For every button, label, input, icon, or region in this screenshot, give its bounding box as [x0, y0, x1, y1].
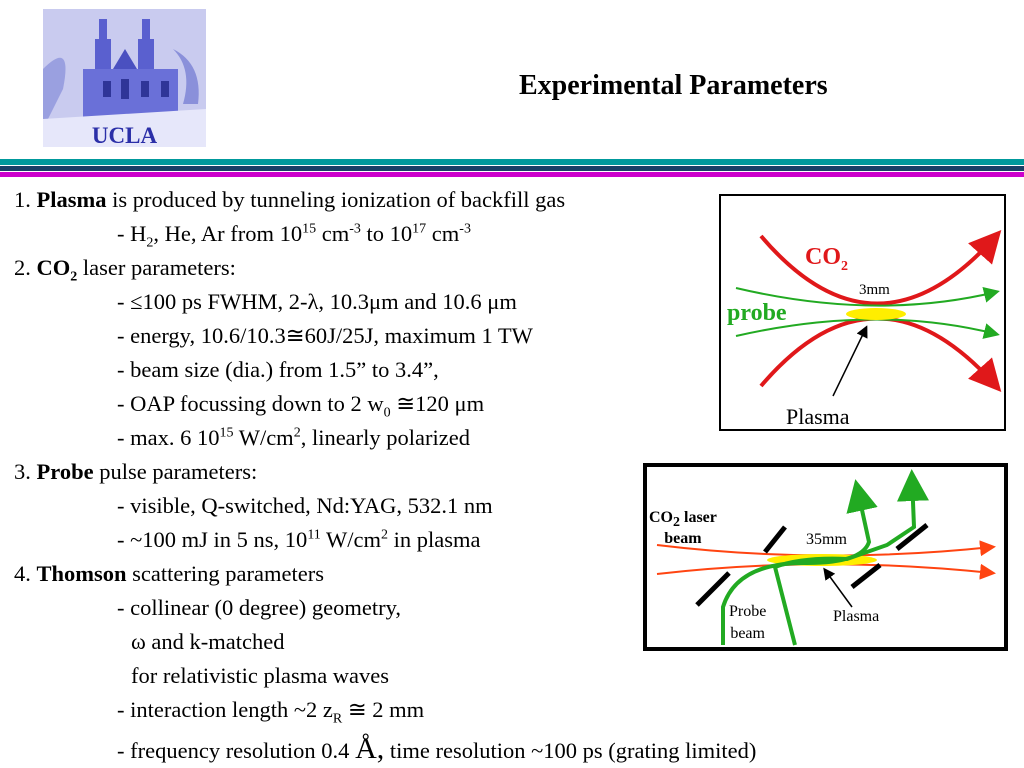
plasma-label: Plasma [833, 608, 880, 625]
item-matched: ω and k-matched [131, 629, 285, 654]
probe-label: probe [727, 300, 787, 326]
item-text: laser parameters: [77, 255, 236, 280]
item-oap [14, 387, 565, 421]
text-part: - max. 6 10 [117, 425, 220, 450]
spot-size-label: 3mm [859, 282, 890, 298]
text-part: time resolution ~100 ps (grating limited) [384, 738, 757, 763]
subscript: 2 [70, 269, 78, 285]
plasma-spot [846, 308, 906, 320]
ucla-wordmark: UCLA [91, 123, 158, 147]
text-part: , He, Ar from 10 [153, 221, 303, 246]
item-keyword [36, 255, 78, 285]
text-part: ≅ 2 mm [342, 697, 425, 722]
text-part: cm [426, 221, 460, 246]
item-thomson [14, 557, 565, 591]
item-beam-size: - beam size (dia.) from 1.5” to 3.4”, [117, 357, 439, 382]
item-plasma-waves: for relativistic plasma waves [131, 663, 390, 688]
plasma-label: Plasma [786, 404, 850, 429]
text-part: laser [680, 509, 717, 526]
item-text: is produced by tunneling ionization of backfill gas [106, 187, 566, 212]
superscript: -3 [349, 221, 361, 237]
plasma-pointer [825, 570, 852, 607]
item-intensity [14, 421, 565, 455]
rule-navy [0, 166, 1024, 171]
item-probe-energy [14, 523, 565, 557]
thomson-geometry-diagram [643, 463, 1008, 651]
superscript: 2 [293, 425, 301, 441]
item-nd-yag: - visible, Q-switched, Nd:YAG, 532.1 nm [117, 493, 493, 518]
slide-title: Experimental Parameters [519, 70, 828, 101]
item-interaction-length [14, 693, 565, 727]
item-keyword: Plasma [36, 187, 107, 212]
co2-label [805, 244, 848, 274]
parameter-list [14, 183, 565, 727]
superscript: 2 [381, 527, 388, 543]
text-part: - frequency resolution 0.4 [117, 738, 356, 763]
rule-magenta [0, 172, 1024, 177]
item-number: 1. [14, 187, 31, 212]
label-line: beam [730, 625, 765, 642]
label-line: beam [664, 530, 702, 547]
thomson-diagram-drawing [647, 467, 1012, 655]
item-keyword: Probe [36, 459, 94, 484]
text-part: , linearly polarized [300, 425, 470, 450]
mirror-3 [852, 565, 880, 587]
label-line: Probe [729, 603, 767, 620]
length-label: 35mm [806, 531, 847, 548]
label-line [649, 507, 717, 531]
text-part: W/cm [233, 425, 294, 450]
item-number: 2. [14, 255, 31, 280]
item-gases [14, 217, 565, 251]
text-part: cm [316, 221, 350, 246]
plasma-pointer [833, 328, 866, 396]
subscript: 2 [146, 235, 154, 251]
subscript: 2 [673, 515, 680, 531]
probe-beam-label [729, 601, 766, 645]
item-plasma [14, 183, 565, 217]
angstrom-symbol: Å, [355, 732, 385, 765]
text-part: ≅120 μm [390, 391, 485, 416]
subscript: R [332, 711, 343, 727]
item-probe [14, 455, 565, 489]
item-co2 [14, 251, 565, 285]
item-keyword: Thomson [36, 561, 127, 586]
superscript: 11 [307, 527, 321, 543]
subscript: 2 [841, 258, 848, 274]
text-part: - H [117, 221, 147, 246]
text-part: CO [649, 509, 673, 526]
co2-beam-lower [761, 319, 996, 387]
superscript: 15 [302, 221, 317, 237]
item-fwhm: - ≤100 ps FWHM, 2-λ, 10.3μm and 10.6 μm [117, 289, 517, 314]
co2-laser-beam-label [649, 507, 717, 549]
item-number: 4. [14, 561, 31, 586]
superscript: 15 [219, 425, 234, 441]
text-part: W/cm [320, 527, 381, 552]
mirror-2 [765, 527, 785, 552]
text-part: in plasma [388, 527, 481, 552]
rule-teal [0, 159, 1024, 165]
item-energy: - energy, 10.6/10.3≅60J/25J, maximum 1 TW [117, 323, 533, 348]
item-geometry: - collinear (0 degree) geometry, [117, 595, 402, 620]
superscript: -3 [459, 221, 471, 237]
item-number: 3. [14, 459, 31, 484]
text-part: CO [36, 255, 71, 280]
item-frequency-resolution [117, 732, 756, 766]
ucla-logo [43, 9, 206, 147]
text-part: to 10 [360, 221, 413, 246]
subscript: 0 [383, 405, 391, 421]
superscript: 17 [412, 221, 427, 237]
text-part: CO [805, 244, 841, 270]
item-text: pulse parameters: [93, 459, 258, 484]
item-text: scattering parameters [126, 561, 324, 586]
text-part: - OAP focussing down to 2 w [117, 391, 384, 416]
focus-diagram [719, 194, 1006, 431]
text-part: - ~100 mJ in 5 ns, 10 [117, 527, 308, 552]
text-part: - interaction length ~2 z [117, 697, 333, 722]
